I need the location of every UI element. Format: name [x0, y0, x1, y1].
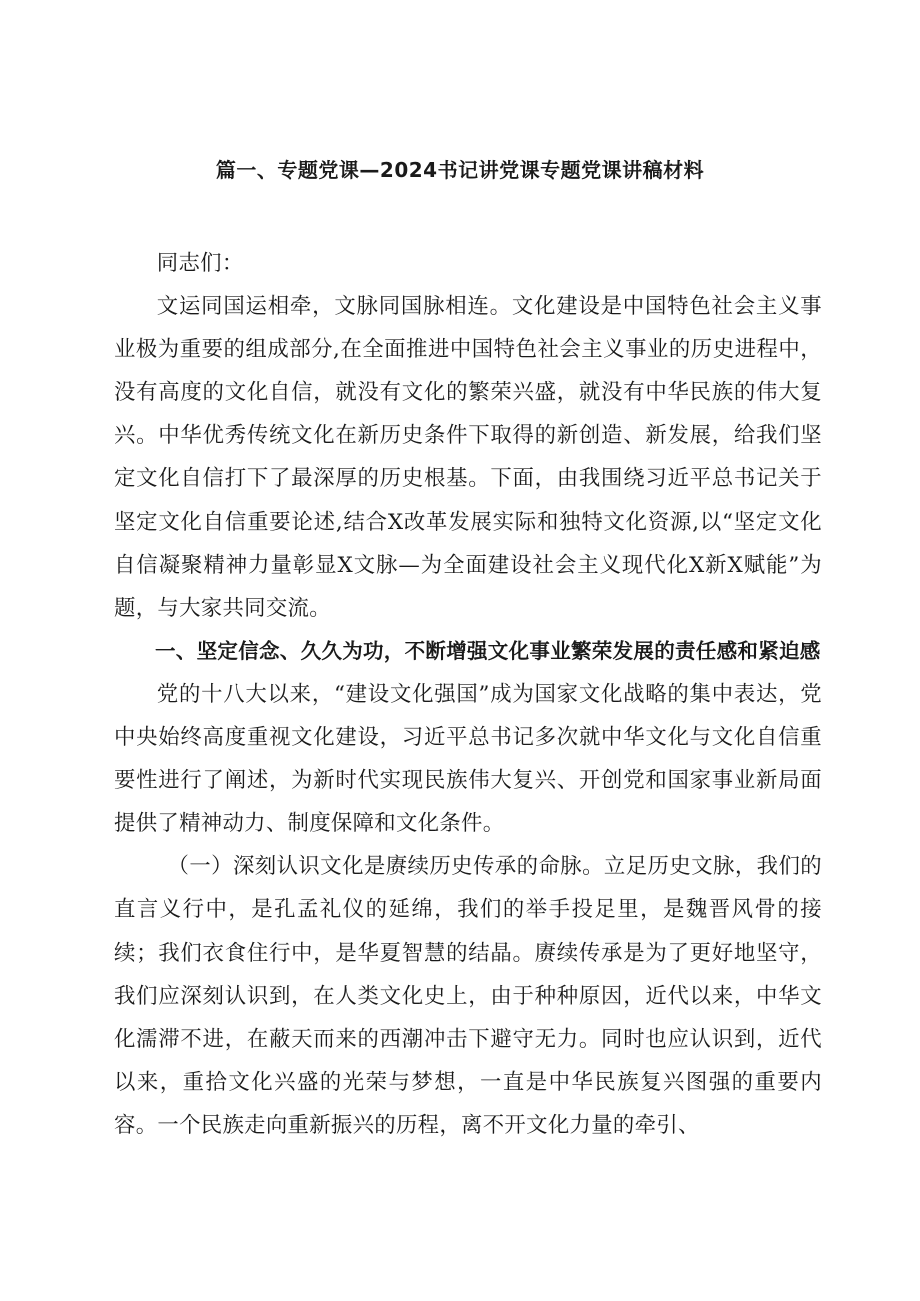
section-paragraph: 党的十八大以来，“建设文化强国”成为国家文化战略的集中表达，党中央始终高度重视文化建设，习近平总书记多次就中华文化与文化自信重要性进行了阐述，为新时代实现民族伟大复兴、开创党和国家事业新局面提供了精神动力、制度保障和文化条件。 — [114, 681, 822, 837]
section-heading: 一、坚定信念、久久为功，不断增强文化事业繁荣发展的责任感和紧迫感 — [155, 638, 821, 663]
subsection-paragraph: （一）深刻认识文化是赓续历史传承的命脉。立足历史文脉，我们的直言义行中，是孔孟礼仪的延绵，我们的举手投足里，是魏晋风骨的接续；我们衣食住行中，是华夏智慧的结晶。赓续传承是为了更好地坚守，我们应深刻认识到，在人类文化史上，由于种种原因，近代以来，中华文化濡滞不进，在蔽天而来的西潮冲击下避守无力。同时也应认识到，近代以来，重拾文化兴盛的光荣与梦想，一直是中华民族复兴图强的重要内容。一个民族走向重新振兴的历程，离不开文化力量的牵引、 — [114, 854, 822, 1138]
intro-paragraph: 文运同国运相牵，文脉同国脉相连。文化建设是中国特色社会主义事业极为重要的组成部分,在全面推进中国特色社会主义事业的历史进程中，没有高度的文化自信，就没有文化的繁荣兴盛，就没有中华民族的伟大复兴。中华优秀传统文化在新历史条件下取得的新创造、新发展，给我们坚定文化自信打下了最深厚的历史根基。下面，由我围绕习近平总书记关于坚定文化自信重要论述,结合X改革发展实际和独特文化资源,以“坚定文化自信凝聚精神力量彰显X文脉—为全面建设社会主义现代化X新X赋能”为题，与大家共同交流。 — [114, 294, 822, 621]
document-body — [114, 242, 822, 1147]
document-title: 篇一、专题党课—2024书记讲党课专题党课讲稿材料 — [215, 158, 705, 182]
salutation: 同志们： — [156, 251, 244, 276]
